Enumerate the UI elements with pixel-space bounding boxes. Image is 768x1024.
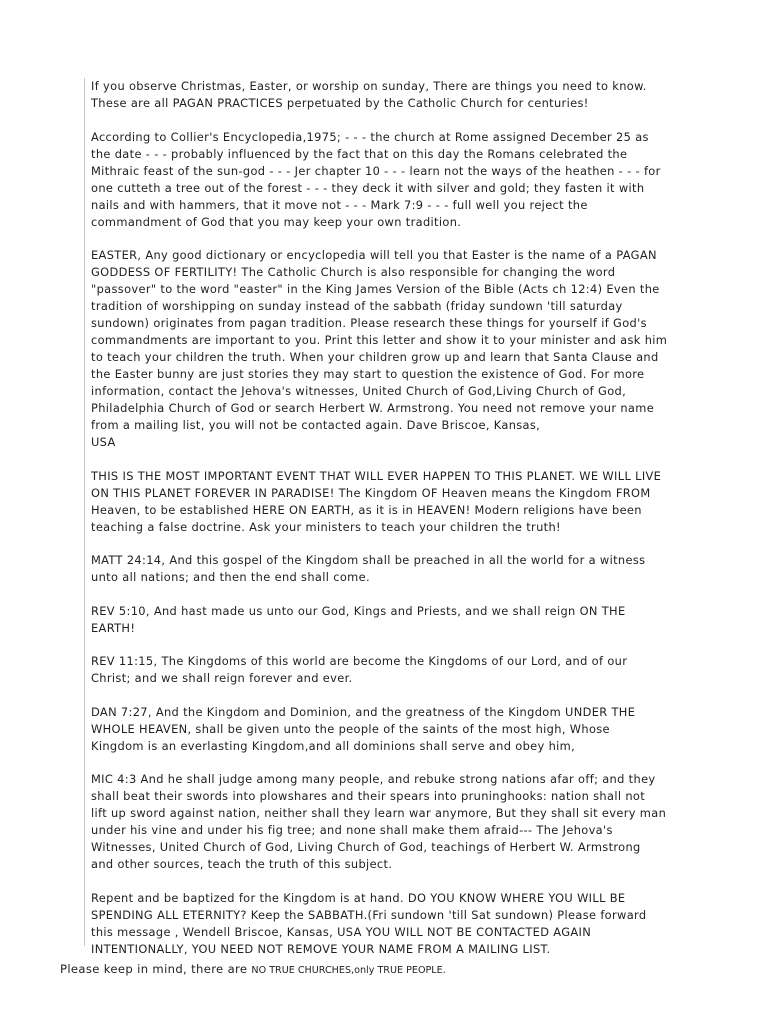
paragraph-matt-24-14: MATT 24:14, And this gospel of the Kingdom shall be preached in all the world for a witness unto all nations; and then the end shall come.	[91, 553, 646, 584]
paragraph-rev-5-10: REV 5:10, And hast made us unto our God, Kings and Priests, and we shall reign ON THE EARTH!	[91, 603, 626, 635]
paragraph-rev-11-15: REV 11:15, The Kingdoms of this world are become the Kingdoms of our Lord, and of our Christ; and we shall reign forever and ever.	[91, 654, 628, 685]
footer-lead-text: Please keep in mind, there are	[60, 962, 252, 976]
paragraph-repent: Repent and be baptized for the Kingdom is at hand. DO YOU KNOW WHERE YOU WILL BE SPENDING ALL ETERNITY? Keep the SABBATH.(Fri sundown 'till Sat sundown) Please forward this message , Wendell Briscoe, Kansas, USA YOU WILL NOT BE CONTACTED AGAIN INTENTIONALLY, YOU NEED NOT REMOVE YOUR NAME FROM A MAILING LIST.	[91, 890, 647, 956]
paragraph-easter-origin: EASTER, Any good dictionary or encyclopedia will tell you that Easter is the name of a PAGAN GODDESS OF FERTILITY! The Catholic Church is also responsible for changing the word "passover" to the word "easter" in the King James Version of the Bible (Acts ch 12:4) Even the tradition of worshipping on sunday instead of the sabbath (friday sundown 'till saturday sundown) originates from pagan tradition. Please research these things for yourself if God's commandments are important to you. Print this letter and show it to your minister and ask him to teach your children the truth. When your children grow up and learn that Santa Clause and the Easter bunny are just stories they may start to question the existence of God. For more information, contact the Jehova's witnesses, United Church of God,Living Church of God, Philadelphia Church of God or search Herbert W. Armstrong. You need not remove your name from a mailing list, you will not be contacted again. Dave Briscoe, Kansas, USA	[91, 248, 668, 449]
quoted-message-block	[84, 78, 690, 956]
footer-small-text: NO TRUE CHURCHES,only TRUE PEOPLE.	[251, 965, 446, 976]
paragraph-mic-4-3: MIC 4:3 And he shall judge among many people, and rebuke strong nations afar off; and they shall beat their swords into plowshares and their spears into pruninghooks: nation shall not lift up sword against nation, neither shall they learn war anymore, But they shall sit every man under his vine and under his fig tree; and none shall make them afraid--- The Jehova's Witnesses, United Church of God, Living Church of God, teachings of Herbert W. Armstrong and other sources, teach the truth of this subject.	[91, 772, 667, 871]
paragraph-christmas-origin: According to Collier's Encyclopedia,1975; - - - the church at Rome assigned December 25 as the date - - - probably influenced by the fact that on this day the Romans celebrated the Mithraic feast of the sun-god - - - Jer chapter 10 - - - learn not the ways of the heathen - - - for one cutteth a tree out of the forest - - - they deck it with silver and gold; they fasten it with nails and with hammers, that it move not - - - Mark 7:9 - - - full well you reject the commandment of God that you may keep your own tradition.	[91, 129, 661, 229]
paragraph-pagan-practices: If you observe Christmas, Easter, or worship on sunday, There are things you need to know. These are all PAGAN PRACTICES perpetuated by the Catholic Church for centuries!	[91, 79, 647, 110]
paragraph-dan-7-27: DAN 7:27, And the Kingdom and Dominion, and the greatness of the Kingdom UNDER THE WHOLE HEAVEN, shall be given unto the people of the saints of the most high, Whose Kingdom is an everlasting Kingdom,and all dominions shall serve and obey him,	[91, 704, 636, 753]
paragraph-kingdom-of-heaven: THIS IS THE MOST IMPORTANT EVENT THAT WILL EVER HAPPEN TO THIS PLANET. WE WILL LIVE ON THIS PLANET FOREVER IN PARADISE! The Kingdom OF Heaven means the Kingdom FROM Heaven, to be established HERE ON EARTH, as it is in HEAVEN! Modern religions have been teaching a false doctrine. Ask your ministers to teach your children the truth!	[91, 468, 662, 534]
footer-note	[60, 961, 446, 979]
